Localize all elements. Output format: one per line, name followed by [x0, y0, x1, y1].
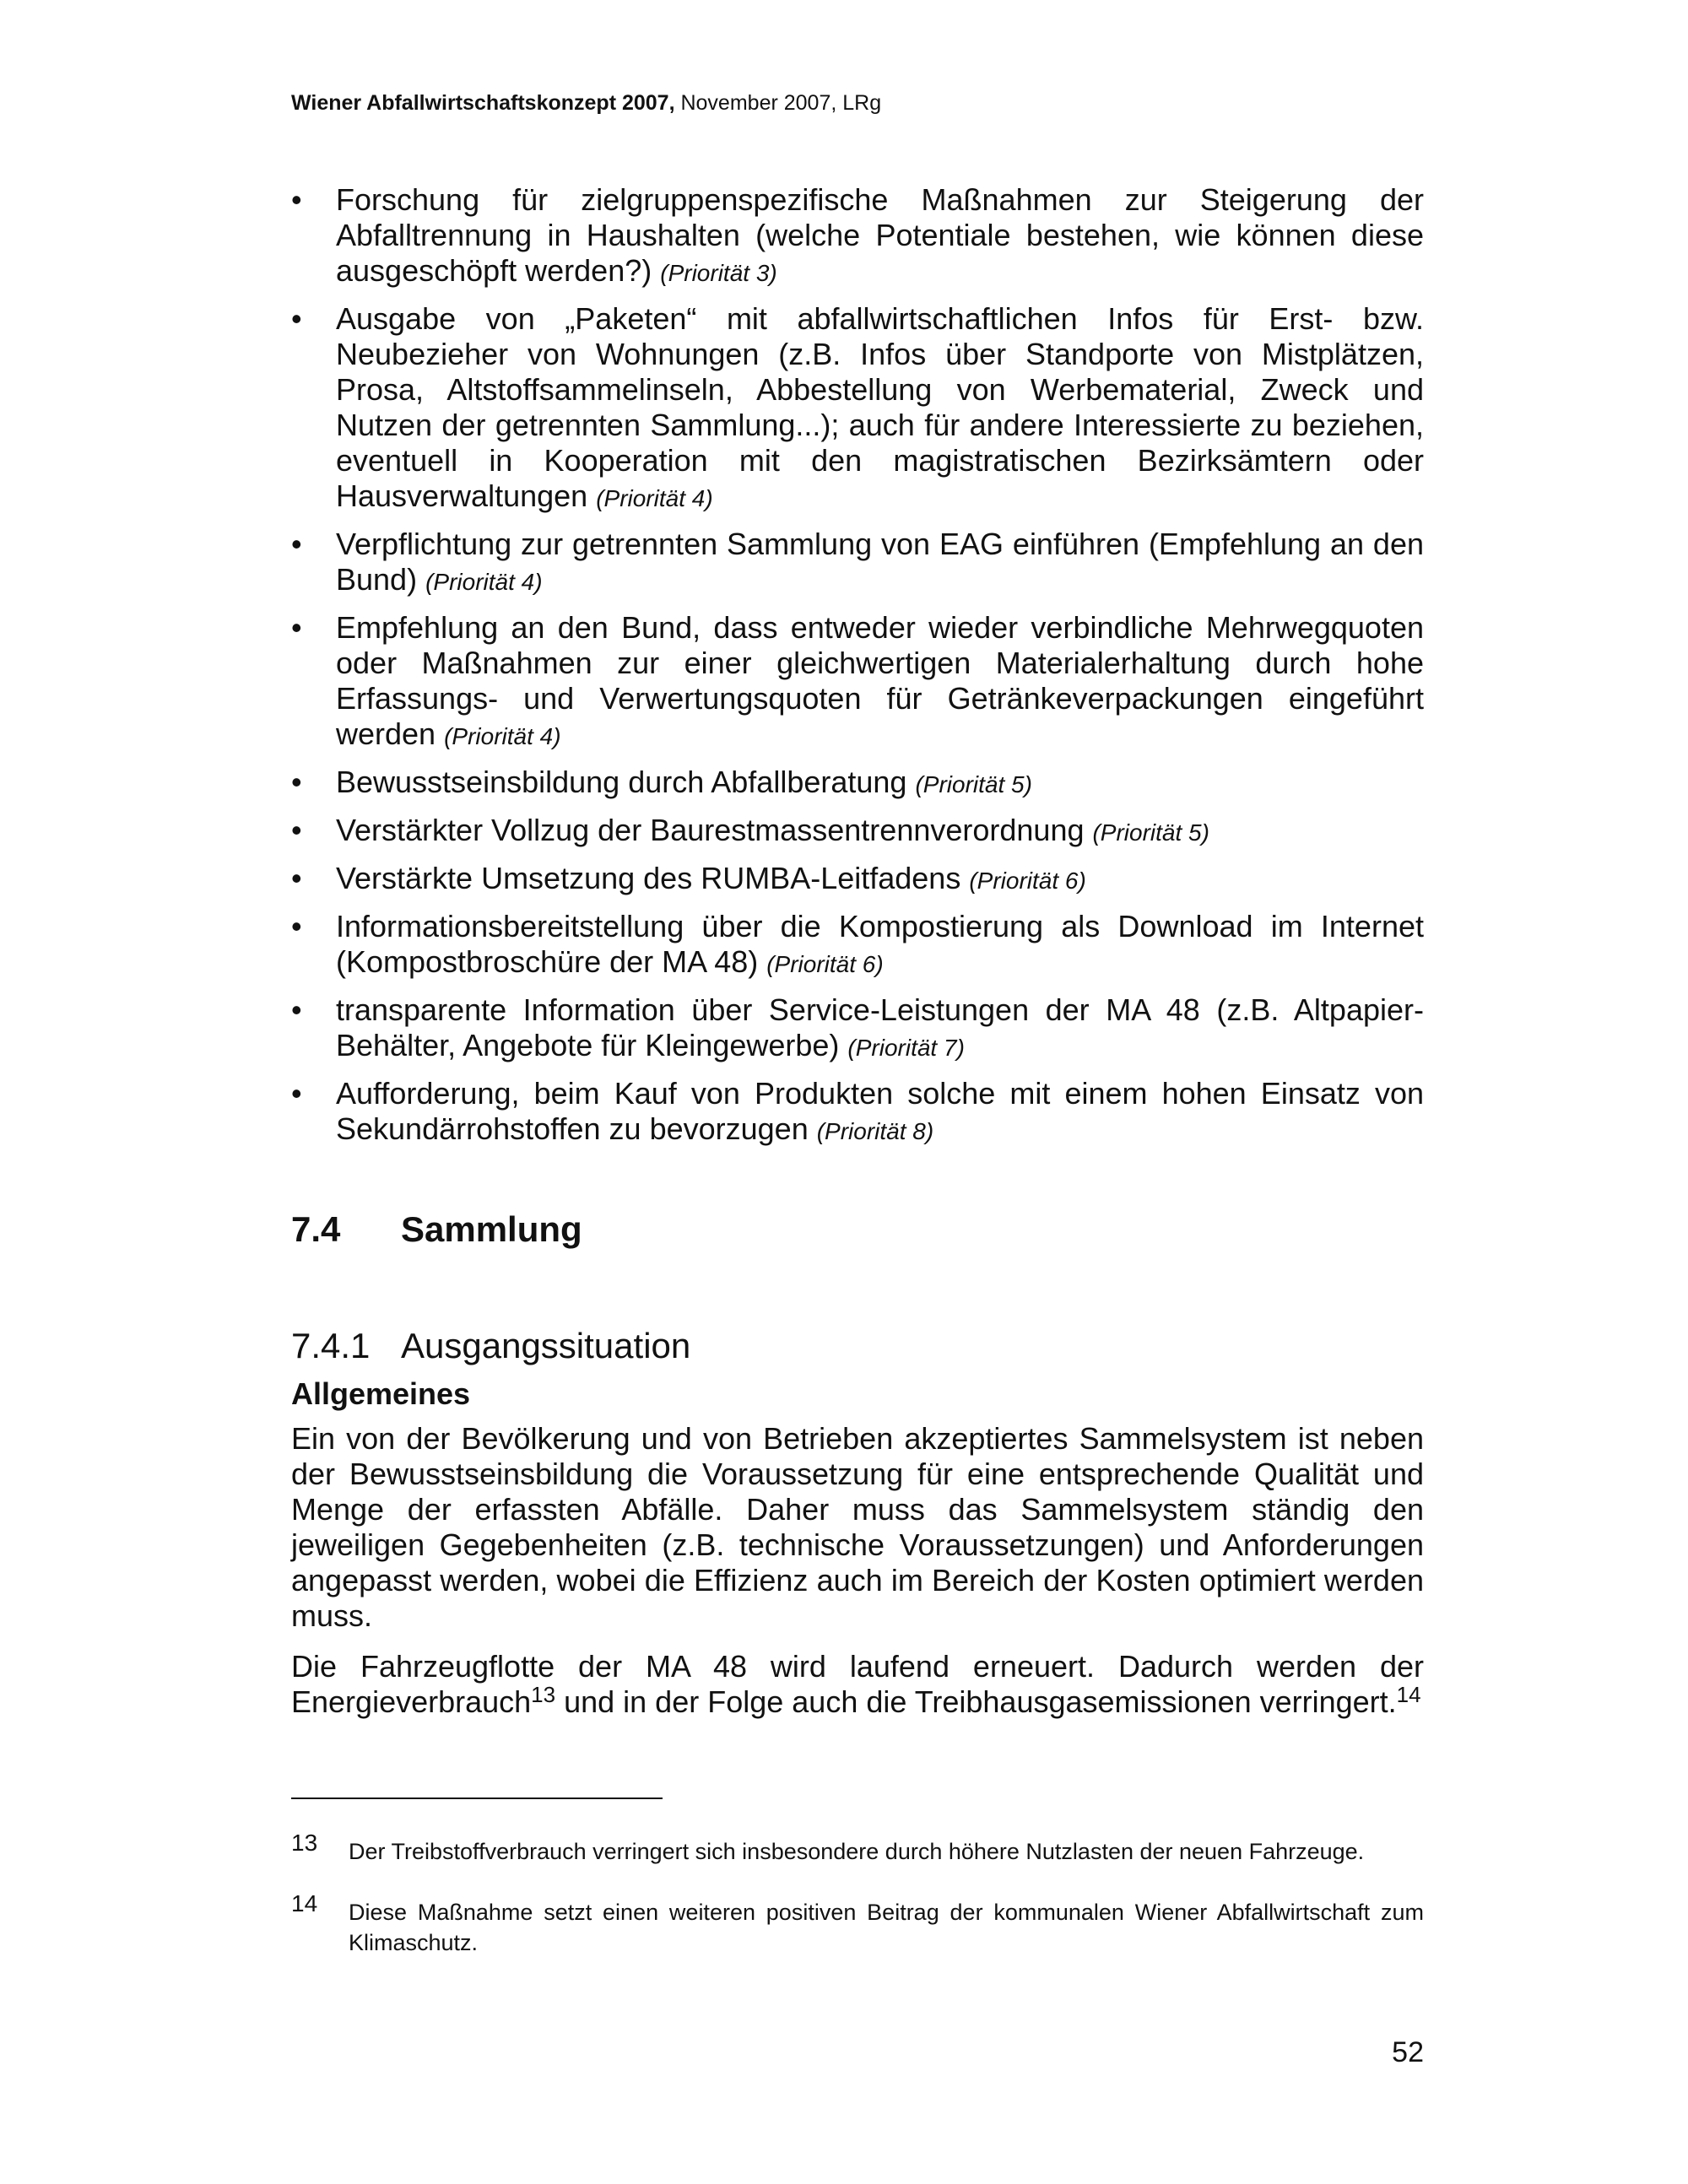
- priority-label: (Priorität 8): [816, 1118, 934, 1144]
- bullet-icon: •: [291, 527, 302, 561]
- page-content: [291, 182, 1424, 1720]
- list-item: [291, 765, 1424, 803]
- header-date: November 2007, LRg: [674, 91, 882, 115]
- list-item-text: Informationsbereitstellung über die Kompostierung als Download im Internet (Kompostbroschüre der MA 48): [336, 909, 1424, 979]
- footnotes: [291, 1831, 1424, 1983]
- footnote-divider: [291, 1797, 663, 1799]
- list-item-text: Verstärkter Vollzug der Baurestmassentrennverordnung: [336, 813, 1093, 847]
- list-item-text: Ausgabe von „Paketen“ mit abfallwirtschaftlichen Infos für Erst- bzw. Neubezieher von Wohnungen (z.B. Infos über Standporte von Mistplätzen, Prosa, Altstoffsammelinseln, Abbestellung von Werbematerial, Zweck und Nutzen der getrennten Sammlung...); auch für andere Interessierte zu beziehen, eventuell in Kooperation mit den magistratischen Bezirksämtern oder Hausverwaltungen: [336, 301, 1424, 513]
- priority-label: (Priorität 5): [1092, 819, 1209, 846]
- list-item: [291, 301, 1424, 516]
- priority-label: (Priorität 6): [766, 951, 884, 977]
- list-item-text: Verpflichtung zur getrennten Sammlung von EAG einführen (Empfehlung an den Bund): [336, 527, 1424, 597]
- section-number: 7.4: [291, 1209, 341, 1249]
- list-item-text: Verstärkte Umsetzung des RUMBA-Leitfadens: [336, 861, 970, 895]
- priority-label: (Priorität 4): [596, 485, 713, 511]
- measures-list: [291, 182, 1424, 1149]
- header-title: Wiener Abfallwirtschaftskonzept 2007,: [291, 91, 675, 115]
- subsection-number: 7.4.1: [291, 1326, 371, 1365]
- paragraph-text: und in der Folge auch die Treibhausgasemissionen verringert.: [555, 1684, 1397, 1719]
- subsection-title: Ausgangssituation: [401, 1326, 691, 1365]
- list-item: [291, 182, 1424, 291]
- list-item: [291, 610, 1424, 754]
- list-item-text: Forschung für zielgruppenspezifische Maßnahmen zur Steigerung der Abfalltrennung in Haushalten (welche Potentiale bestehen, wie können diese ausgeschöpft werden?): [336, 182, 1424, 288]
- footnote-text: Diese Maßnahme setzt einen weiteren positiven Beitrag der kommunalen Wiener Abfallwirtschaft zum Klimaschutz.: [349, 1900, 1424, 1955]
- section-heading: [291, 1208, 1424, 1251]
- list-item-text: Bewusstseinsbildung durch Abfallberatung: [336, 765, 916, 799]
- list-item: [291, 527, 1424, 600]
- priority-label: (Priorität 7): [847, 1035, 965, 1061]
- footnote-reference[interactable]: 13: [531, 1682, 556, 1707]
- subsection-heading: [291, 1325, 1424, 1367]
- list-item: [291, 992, 1424, 1066]
- list-item-text: Aufforderung, beim Kauf von Produkten solche mit einem hohen Einsatz von Sekundärrohstoffen zu bevorzugen: [336, 1076, 1424, 1146]
- running-header: [291, 89, 881, 116]
- paragraph: Ein von der Bevölkerung und von Betrieben akzeptiertes Sammelsystem ist neben der Bewusstseinsbildung die Voraussetzung für eine entsprechende Qualität und Menge der erfassten Abfälle. Daher muss das Sammelsystem ständig den jeweiligen Gegebenheiten (z.B. technische Voraussetzungen) und Anforderungen angepasst werden, wobei die Effizienz auch im Bereich der Kosten optimiert werden muss.: [291, 1421, 1424, 1633]
- bullet-icon: •: [291, 992, 302, 1027]
- list-item: [291, 861, 1424, 899]
- bullet-icon: •: [291, 813, 302, 847]
- bullet-icon: •: [291, 182, 302, 217]
- priority-label: (Priorität 6): [969, 868, 1086, 894]
- footnote-number: 14: [291, 1890, 318, 1916]
- footnote-text: Der Treibstoffverbrauch verringert sich insbesondere durch höhere Nutzlasten der neuen Fahrzeuge.: [349, 1839, 1365, 1864]
- priority-label: (Priorität 4): [425, 569, 543, 595]
- priority-label: (Priorität 5): [915, 771, 1032, 797]
- section-title: Sammlung: [401, 1209, 582, 1249]
- list-item: [291, 909, 1424, 982]
- paragraph: [291, 1649, 1424, 1720]
- paragraph-text: Die Fahrzeugflotte der MA 48 wird laufend erneuert. Dadurch werden der Energieverbrauch: [291, 1649, 1424, 1719]
- list-item: [291, 1076, 1424, 1149]
- footnote: [291, 1892, 1424, 1958]
- footnote-number: 13: [291, 1830, 318, 1856]
- bullet-icon: •: [291, 861, 302, 895]
- bullet-icon: •: [291, 909, 302, 943]
- footnote-reference[interactable]: 14: [1396, 1682, 1421, 1707]
- bullet-icon: •: [291, 1076, 302, 1111]
- footnote: [291, 1831, 1424, 1867]
- bullet-icon: •: [291, 765, 302, 799]
- list-item-text: Empfehlung an den Bund, dass entweder wieder verbindliche Mehrwegquoten oder Maßnahmen zur einer gleichwertigen Materialerhaltung durch hohe Erfassungs- und Verwertungsquoten für Getränkeverpackungen eingeführt werden: [336, 610, 1424, 751]
- bullet-icon: •: [291, 610, 302, 645]
- list-item-text: transparente Information über Service-Leistungen der MA 48 (z.B. Altpapier-Behälter, Angebote für Kleingewerbe): [336, 992, 1424, 1062]
- subheading: Allgemeines: [291, 1376, 471, 1411]
- priority-label: (Priorität 3): [660, 260, 777, 286]
- list-item: [291, 813, 1424, 851]
- priority-label: (Priorität 4): [444, 723, 561, 749]
- page-number: 52: [1392, 2036, 1424, 2068]
- bullet-icon: •: [291, 301, 302, 336]
